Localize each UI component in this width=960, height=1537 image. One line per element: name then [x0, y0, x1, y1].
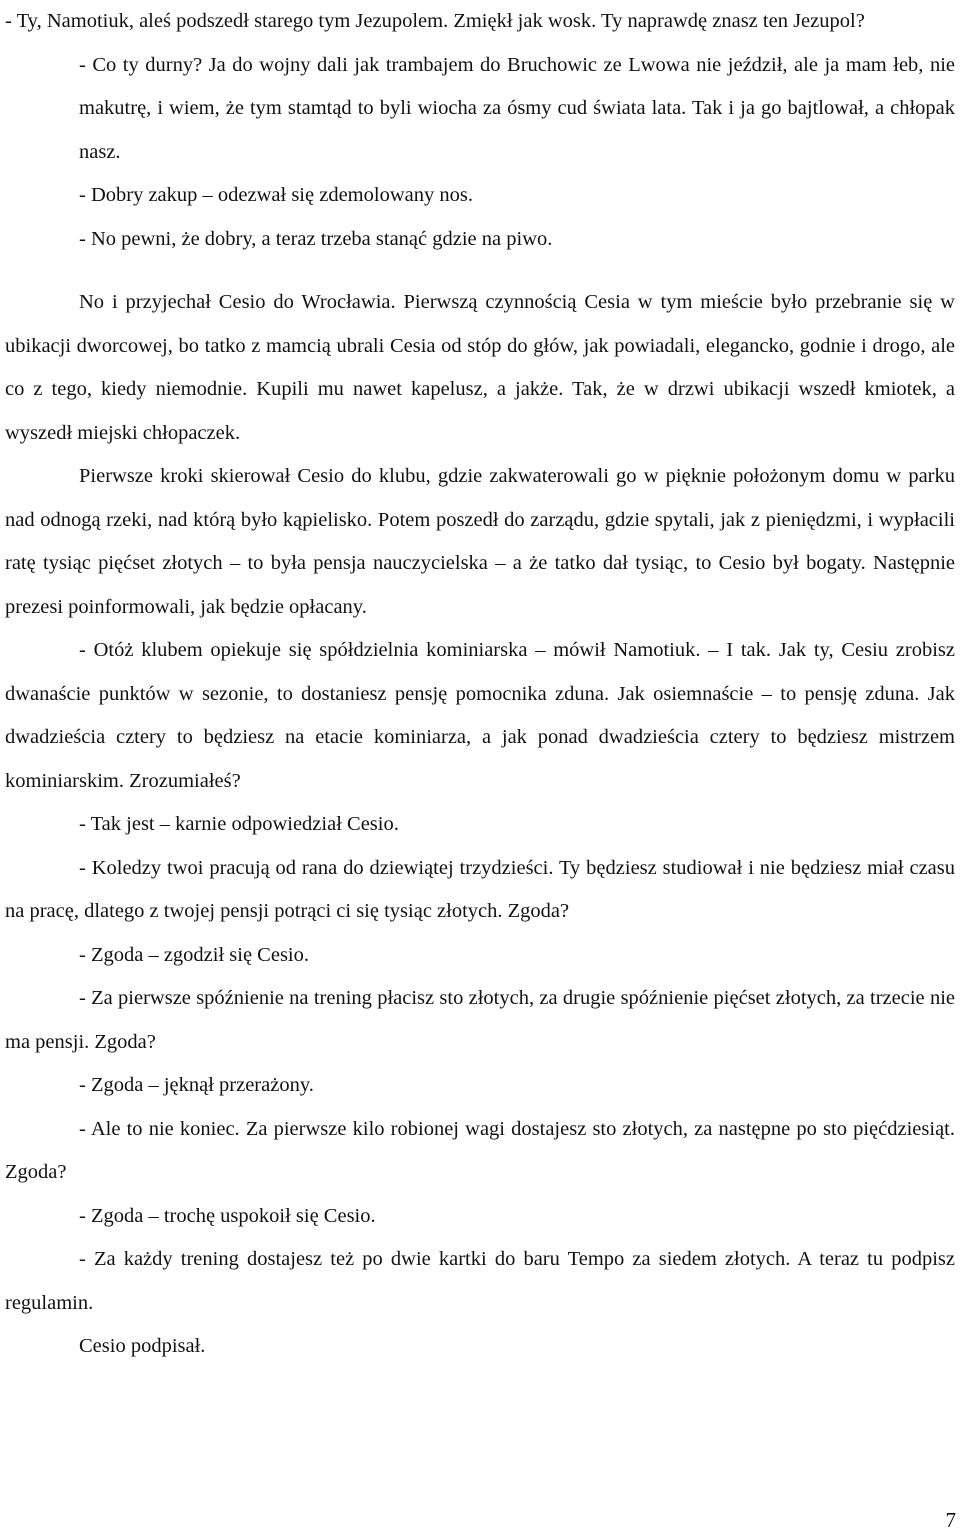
dialogue-line: - No pewni, że dobry, a teraz trzeba stanąć gdzie na piwo.	[79, 227, 553, 250]
dialogue-paragraph: - Otóż klubem opiekuje się spółdzielnia kominiarska – mówił Namotiuk. – I tak. Jak ty, Cesiu zrobisz dwanaście punktów w sezonie, to dostaniesz pensję pomocnika zduna. Jak osiemnaście – to pensję zduna. Jak dwadzieścia cztery to będziesz na etacie kominiarza, a jak ponad dwadzieścia cztery to będziesz mistrzem kominiarskim. Zrozumiałeś?	[5, 639, 955, 792]
document-page	[5, 0, 955, 1369]
dialogue-paragraph: - Tak jest – karnie odpowiedział Cesio.	[79, 813, 399, 835]
dialogue-paragraph: - Zgoda – trochę uspokoił się Cesio.	[79, 1204, 376, 1227]
paragraph: No i przyjechał Cesio do Wrocławia. Pierwszą czynnością Cesia w tym mieście było przebranie się w ubikacji dworcowej, bo tatko z mamcią ubrali Cesia od stóp do głów, jak powiadali, elegancko, godnie i drogo, ale co z tego, kiedy niemodnie. Kupili mu nawet kapelusz, a jakże. Tak, że w drzwi ubikacji wszedł kmiotek, a wyszedł miejski chłopaczek.	[5, 291, 955, 444]
paragraph: Pierwsze kroki skierował Cesio do klubu, gdzie zakwaterowali go w pięknie położonym domu w parku nad odnogą rzeki, nad którą było kąpielisko. Potem poszedł do zarządu, gdzie spytali, jak z pieniędzmi, i wypłacili ratę tysiąc pięćset złotych – to była pensja nauczycielska – a że tatko dał tysiąc, to Cesio był bogaty. Następnie prezesi poinformowali, jak będzie opłacany.	[5, 465, 955, 618]
dialogue-line: - Co ty durny? Ja do wojny dali jak trambajem do Bruchowic ze Lwowa nie jeździł, ale ja mam łeb, nie makutrę, i wiem, że tym stamtąd to byli wiocha za ósmy cud świata lata. Tak i ja go bajtlował, a chłopak nasz.	[79, 53, 955, 163]
dialogue-paragraph: - Zgoda – zgodził się Cesio.	[79, 943, 310, 966]
dialogue-line: - Ty, Namotiuk, aleś podszedł starego tym Jezupolem. Zmiękł jak wosk. Ty naprawdę znasz ten Jezupol?	[5, 10, 865, 32]
dialogue-paragraph: - Zgoda – jęknął przerażony.	[79, 1074, 314, 1096]
section-gap	[5, 261, 955, 281]
dialogue-line: - Dobry zakup – odezwał się zdemolowany nos.	[79, 184, 473, 206]
page-number: 7	[945, 1508, 956, 1532]
closing-line: Cesio podpisał.	[79, 1335, 206, 1357]
dialogue-paragraph: - Ale to nie koniec. Za pierwsze kilo robionej wagi dostajesz sto złotych, za następne po sto pięćdziesiąt. Zgoda?	[5, 1117, 955, 1183]
dialogue-paragraph: - Za każdy trening dostajesz też po dwie kartki do baru Tempo za siedem złotych. A teraz tu podpisz regulamin.	[5, 1248, 955, 1314]
dialogue-paragraph: - Koledzy twoi pracują od rana do dziewiątej trzydzieści. Ty będziesz studiował i nie będziesz miał czasu na pracę, dlatego z twojej pensji potrąci ci się tysiąc złotych. Zgoda?	[5, 856, 955, 922]
dialogue-paragraph: - Za pierwsze spóźnienie na trening płacisz sto złotych, za drugie spóźnienie pięćset złotych, za trzecie nie ma pensji. Zgoda?	[5, 987, 955, 1053]
